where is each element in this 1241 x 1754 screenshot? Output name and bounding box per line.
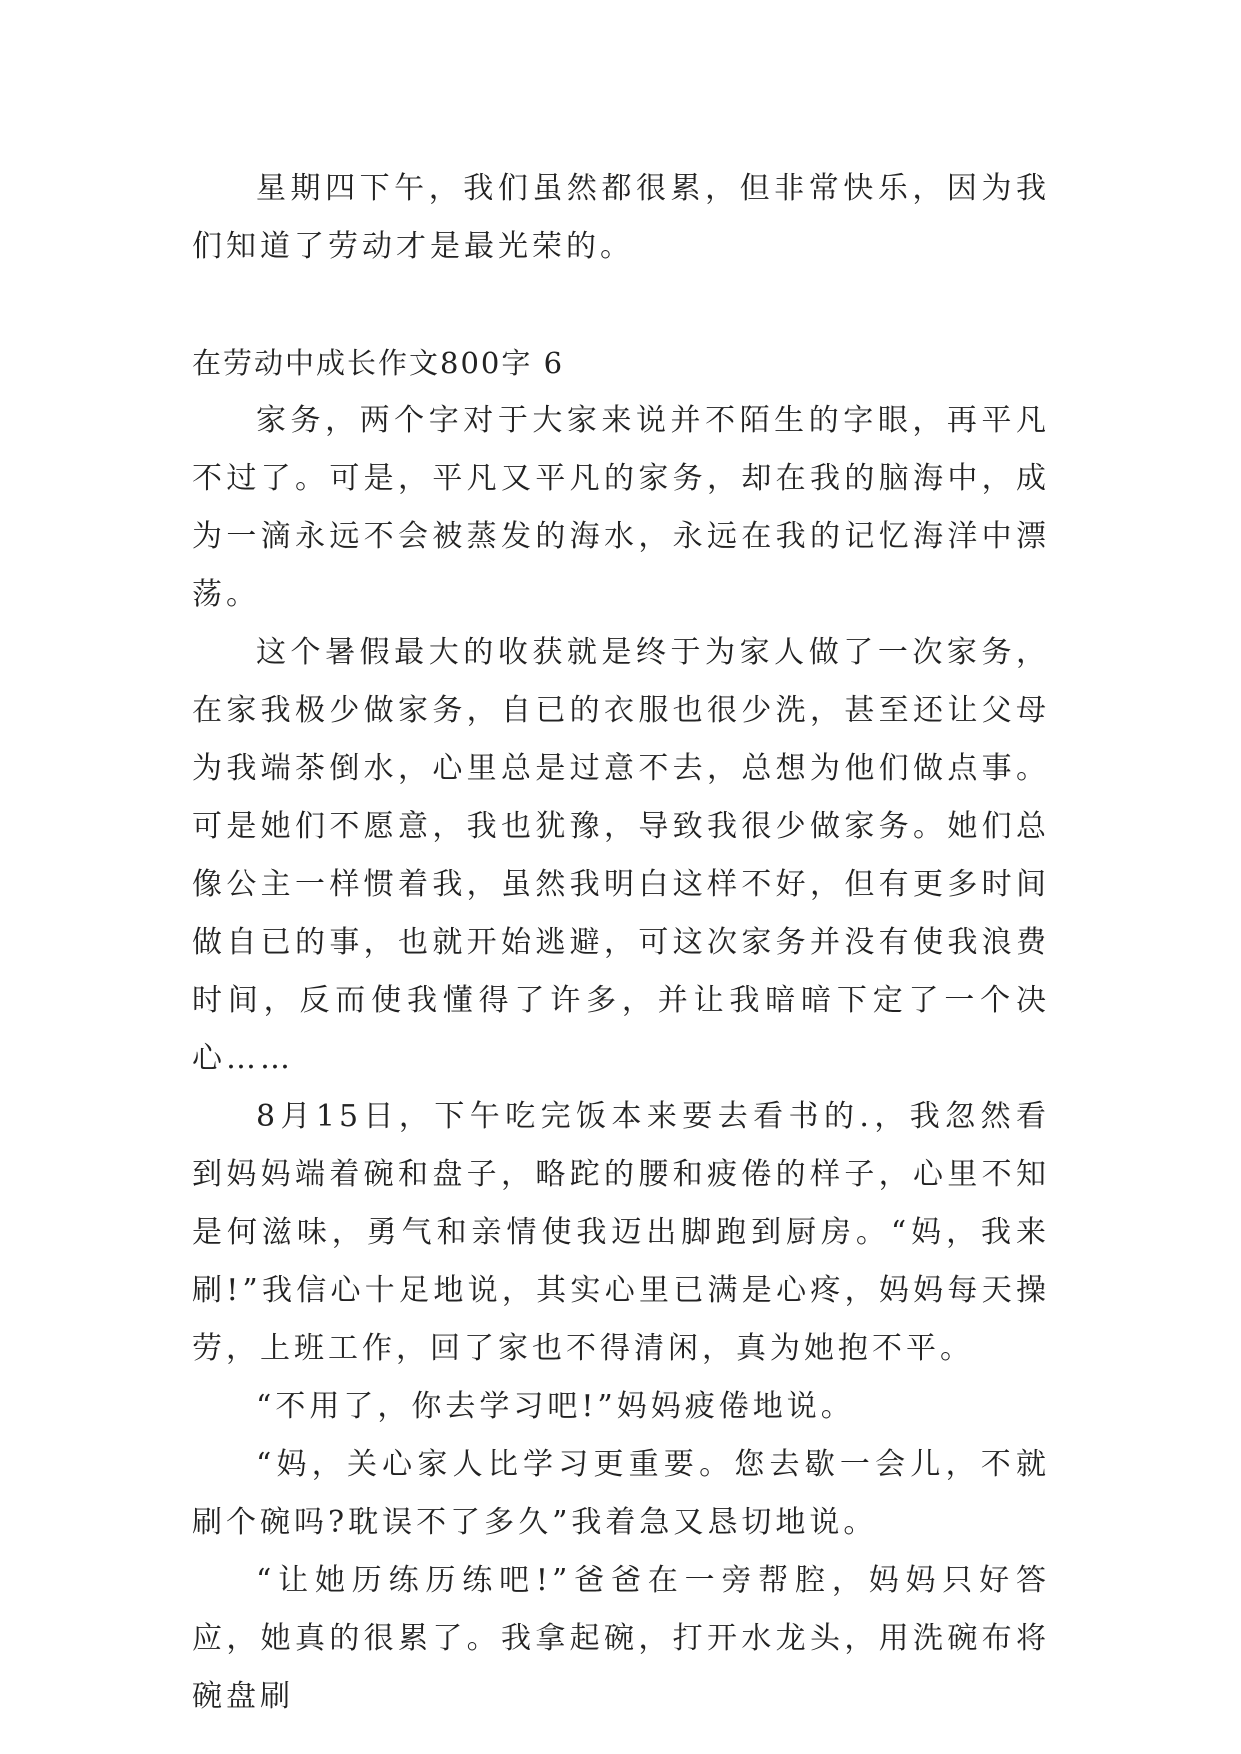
paragraph: 8月15日，下午吃完饭本来要去看书的.，我忽然看到妈妈端着碗和盘子，略跎的腰和疲倦的样子，心里不知是何滋味，勇气和亲情使我迈出脚跑到厨房。“妈，我来刷!”我信心十足地说，其实心里已满是心疼，妈妈每天操劳，上班工作，回了家也不得清闲，真为她抱不平。 — [192, 1099, 1050, 1366]
paragraph: 这个暑假最大的收获就是终于为家人做了一次家务，在家我极少做家务，自已的衣服也很少洗，甚至还让父母为我端茶倒水，心里总是过意不去，总想为他们做点事。可是她们不愿意，我也犹豫，导致我很少做家务。她们总像公主一样惯着我，虽然我明白这样不好，但有更多时间做自已的事，也就开始逃避，可这次家务并没有使我浪费时间，反而使我懂得了许多，并让我暗暗下定了一个决心…… — [192, 635, 1050, 1076]
section-spacer — [192, 276, 1050, 334]
section-heading: 在劳动中成长作文800字 6 — [192, 346, 565, 380]
paragraph: “让她历练历练吧!”爸爸在一旁帮腔，妈妈只好答应，她真的很累了。我拿起碗，打开水龙头，用洗碗布将碗盘刷 — [192, 1563, 1050, 1714]
document-body — [192, 160, 1050, 1726]
paragraph-intro: 星期四下午，我们虽然都很累，但非常快乐，因为我们知道了劳动才是最光荣的。 — [192, 171, 1050, 264]
paragraph: “不用了，你去学习吧!”妈妈疲倦地说。 — [256, 1389, 855, 1424]
paragraph: “妈，关心家人比学习更重要。您去歇一会儿，不就刷个碗吗?耽误不了多久”我着急又恳切地说。 — [192, 1447, 1050, 1540]
paragraph: 家务，两个字对于大家来说并不陌生的字眼，再平凡不过了。可是，平凡又平凡的家务，却在我的脑海中，成为一滴永远不会被蒸发的海水，永远在我的记忆海洋中漂荡。 — [192, 403, 1050, 612]
